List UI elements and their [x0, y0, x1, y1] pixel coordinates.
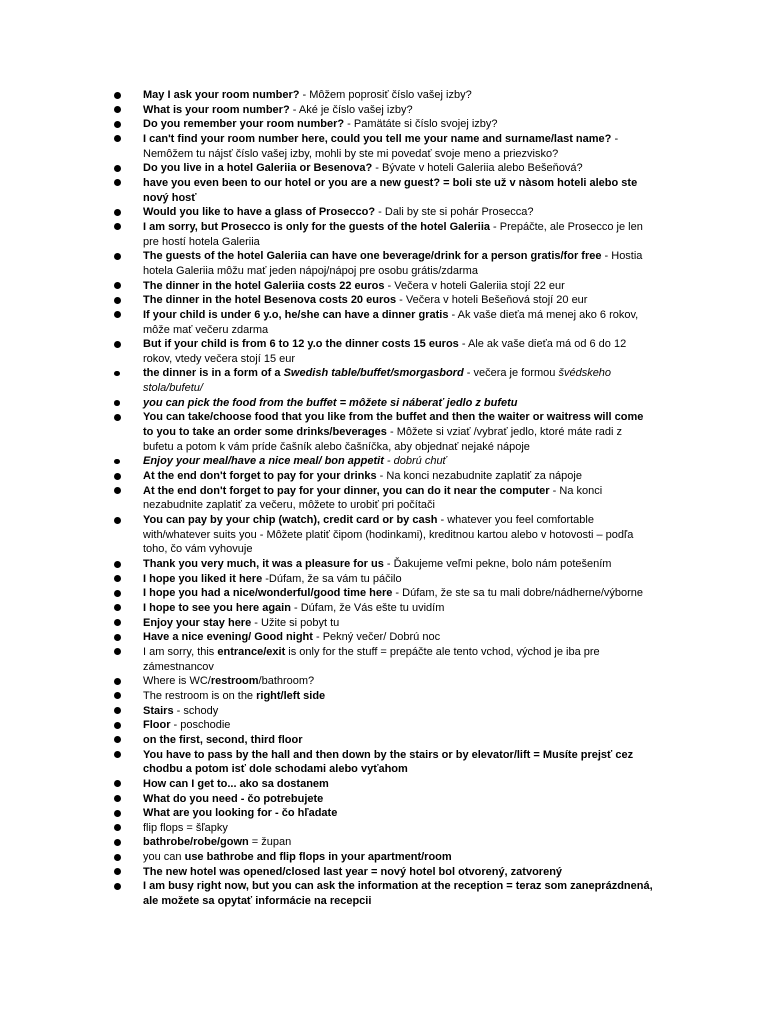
list-item — [114, 220, 654, 249]
phrase-text: May I ask your room number? — [143, 89, 300, 101]
bullet-icon — [114, 810, 121, 817]
phrase-text: entrance/exit — [217, 645, 286, 658]
phrase-text: is only for the stuff = prepáčte ale tento vchod, východ je iba pre zámestnancov — [143, 645, 600, 673]
phrase-text: - dobrú chuť — [383, 455, 447, 468]
list-item — [114, 161, 654, 176]
list-item — [114, 279, 654, 294]
phrase-text: restroom — [210, 675, 259, 688]
bullet-icon — [114, 736, 121, 743]
list-item — [114, 337, 654, 366]
bullet-icon — [114, 678, 121, 685]
bullet-icon — [114, 868, 121, 875]
phrase-text: You can pay by your chip (watch), credit card or by cash — [143, 514, 438, 527]
bullet-icon — [114, 473, 121, 480]
phrase-text: - Užite si pobyt tu — [251, 616, 340, 629]
bullet-icon — [114, 341, 121, 348]
list-item — [114, 616, 654, 631]
bullet-icon — [114, 648, 121, 655]
list-item — [114, 293, 654, 308]
phrase-text: But if your child is from 6 to 12 y.o the dinner costs 15 euros — [143, 338, 459, 351]
bullet-icon — [114, 561, 121, 568]
phrase-text: - večera je formou — [463, 367, 559, 380]
phrase-text: You have to pass by the hall and then down by the stairs or by elevator/lift = Musíte prejsť cez chodbu a potom isť dole schodami alebo vyťahom — [143, 748, 634, 776]
phrase-text: - Dúfam, že Vás ešte tu uvidím — [290, 601, 445, 614]
phrase-text: The new hotel was opened/closed last year = nový hotel bol otvorený, zatvorený — [143, 865, 563, 878]
list-item — [114, 645, 654, 674]
phrase-text: If your child is under 6 y.o, he/she can have a dinner gratis — [143, 308, 449, 321]
phrase-text: Where is WC/ — [143, 675, 211, 688]
phrase-text: Have a nice evening/ Good night — [143, 631, 313, 644]
phrase-text: I am busy right now, but you can ask the information at the reception = teraz som zaneprázdnená, ale možete sa opytať informácie na recepcii — [143, 880, 653, 908]
list-item — [114, 718, 654, 733]
phrase-text: Swedish table/buffet/smorgasbord — [283, 367, 464, 380]
phrase-text: Stairs — [143, 704, 174, 717]
phrase-text: švédskeho stola/bufetu/ — [143, 367, 612, 395]
list-item — [114, 205, 654, 220]
phrase-text: At the end don't forget to pay for your drinks — [143, 470, 377, 483]
list-item — [114, 865, 654, 880]
list-item — [114, 513, 654, 557]
list-item — [114, 572, 654, 587]
list-item — [114, 396, 654, 411]
bullet-icon — [114, 517, 121, 524]
list-item — [114, 88, 654, 103]
list-item — [114, 249, 654, 278]
phrase-text: - Ak vaše dieťa má menej ako 6 rokov, môže mať večeru zdarma — [143, 308, 639, 336]
phrase-text: Enjoy your meal/have a nice meal/ bon appetit — [143, 455, 384, 468]
list-item — [114, 454, 654, 469]
phrase-text: flip flops = šľapky — [143, 821, 228, 834]
phrase-text: I can't find your room number here, could you tell me your name and surname/last name? — [143, 132, 612, 145]
phrase-text: I am sorry, but Prosecco is only for the guests of the hotel Galeriia — [143, 220, 490, 233]
bullet-icon — [114, 590, 121, 597]
phrase-text: I am sorry, this — [143, 645, 218, 658]
phrase-text: The guests of the hotel Galeriia can have one beverage/drink for a person gratis/for free — [143, 250, 602, 263]
phrase-text: Do you remember your room number? — [143, 118, 345, 131]
phrase-text: bathrobe/robe/gown — [143, 836, 249, 849]
bullet-icon — [114, 92, 121, 99]
phrase-text: - Pamätáte si číslo svojej izby? — [344, 118, 498, 131]
phrase-text: use bathrobe and flip flops in your apartment/room — [184, 851, 452, 864]
phrase-text: Thank you very much, it was a pleasure for us — [143, 558, 384, 570]
list-item — [114, 777, 654, 792]
list-item — [114, 410, 654, 454]
phrase-text: - Na konci nezabudnite zaplatiť za nápoje — [376, 470, 582, 483]
phrase-text: = župan — [248, 836, 292, 849]
list-item — [114, 103, 654, 118]
list-item — [114, 176, 654, 205]
phrase-text: - Môžem poprosiť číslo vašej izby? — [299, 89, 472, 101]
phrase-text: - Bývate v hoteli Galeriia alebo Bešeňová? — [372, 162, 583, 175]
phrase-text: the dinner is in a form of a — [143, 367, 284, 380]
phrase-text: - whatever you feel comfortable with/whatever suits you - Môžete platiť čipom (hodinkami), kreditnou kartou alebo v hotovosti – podľa toho, čo vám vyhovuje — [143, 514, 634, 556]
bullet-icon — [114, 282, 121, 289]
list-item — [114, 484, 654, 513]
phrase-text: - Na konci nezabudnite zaplatiť za večeru, môžete to urobiť pri počítači — [143, 484, 603, 512]
phrase-text: What is your room number? — [143, 103, 290, 116]
phrase-text: - Dúfam, že ste sa tu mali dobre/nádherne/výborne — [392, 587, 644, 600]
bullet-icon — [114, 223, 121, 230]
phrase-text: Would you like to have a glass of Prosecco? — [143, 206, 376, 219]
list-item — [114, 689, 654, 704]
phrase-text: What do you need - čo potrebujete — [143, 792, 324, 805]
phrase-text: I hope you had a nice/wonderful/good time here — [143, 587, 393, 600]
bullet-icon — [114, 824, 121, 831]
list-item — [114, 806, 654, 821]
list-item — [114, 601, 654, 616]
bullet-icon — [114, 487, 121, 494]
phrase-text: Do you live in a hotel Galeriia or Besenova? — [143, 162, 373, 175]
bullet-icon — [114, 297, 121, 304]
bullet-icon — [114, 634, 121, 641]
list-item — [114, 117, 654, 132]
bullet-icon — [114, 371, 120, 377]
bullet-icon — [114, 619, 121, 626]
phrase-text: you can pick the food from the buffet = môžete si náberať jedlo z bufetu — [143, 396, 518, 409]
phrase-text: on the first, second, third floor — [143, 733, 303, 746]
bullet-icon — [114, 311, 121, 318]
bullet-icon — [114, 459, 120, 465]
phrase-text: - Prepáčte, ale Prosecco je len pre hostí hotela Galeriia — [143, 220, 643, 248]
phrase-text: I hope you liked it here — [143, 572, 263, 585]
list-item — [114, 557, 654, 572]
bullet-icon — [114, 121, 121, 128]
bullet-icon — [114, 414, 121, 421]
bullet-icon — [114, 165, 121, 172]
list-item — [114, 850, 654, 865]
bullet-icon — [114, 400, 120, 406]
list-item — [114, 792, 654, 807]
phrase-text: Floor — [143, 719, 171, 732]
phrase-text: At the end don't forget to pay for your dinner, you can do it near the computer — [143, 484, 550, 497]
list-item — [114, 704, 654, 719]
list-item — [114, 748, 654, 777]
phrase-text: The dinner in the hotel Galeriia costs 22 euros — [143, 279, 385, 292]
bullet-icon — [114, 575, 121, 582]
phrase-text: - Ďakujeme veľmi pekne, bolo nám potešením — [383, 558, 612, 570]
phrase-text: -Dúfam, že sa vám tu páčilo — [262, 572, 402, 585]
bullet-icon — [114, 780, 121, 787]
phrase-text: - schody — [173, 704, 219, 717]
bullet-icon — [114, 883, 121, 890]
list-item — [114, 733, 654, 748]
list-item — [114, 469, 654, 484]
bullet-icon — [114, 722, 121, 729]
bullet-icon — [114, 135, 121, 142]
phrase-text: right/left side — [256, 689, 326, 702]
bullet-icon — [114, 692, 121, 699]
bullet-icon — [114, 751, 121, 758]
bullet-icon — [114, 106, 121, 113]
phrase-text: The restroom is on the — [143, 689, 257, 702]
phrase-text: - Hostia hotela Galeriia môžu mať jeden nápoj/nápoj pre osobu grátis/zdarma — [143, 250, 643, 277]
phrase-text: /bathroom? — [258, 675, 315, 688]
phrase-text: - poschodie — [170, 719, 231, 732]
bullet-icon — [114, 854, 121, 861]
phrase-text: What are you looking for - čo hľadate — [143, 807, 338, 820]
phrase-text: - Večera v hoteli Bešeňová stojí 20 eur — [396, 294, 588, 307]
bullet-icon — [114, 707, 121, 714]
bullet-icon — [114, 209, 121, 216]
list-item — [114, 674, 654, 689]
list-item — [114, 821, 654, 836]
list-item — [114, 835, 654, 850]
phrase-text: - Ale ak vaše dieťa má od 6 do 12 rokov, vtedy večera stojí 15 eur — [143, 338, 627, 365]
phrase-text: you can — [143, 851, 185, 864]
phrase-text: - Môžete si vziať /vybrať jedlo, ktoré máte radi z bufetu a potom k vám príde čašník alebo čašníčka, aby objednať nejaké nápoje — [143, 426, 622, 453]
phrase-text: How can I get to... ako sa dostanem — [143, 777, 329, 790]
phrase-list — [114, 88, 654, 909]
bullet-icon — [114, 253, 121, 260]
list-item — [114, 879, 654, 908]
list-item — [114, 308, 654, 337]
phrase-text: I hope to see you here again — [143, 601, 291, 614]
phrase-text: have you even been to our hotel or you are a new guest? = boli ste už v nàsom hoteli alebo ste nový hosť — [143, 176, 638, 204]
phrase-text: You can take/choose food that you like from the buffet and then the waiter or waitress will come to you to take an order some drinks/beverages — [143, 411, 644, 439]
list-item — [114, 132, 654, 161]
bullet-icon — [114, 604, 121, 611]
phrase-text: - Dali by ste si pohár Prosecca? — [375, 206, 534, 219]
phrase-text: - Nemôžem tu nájsť číslo vašej izby, mohli by ste mi povedať svoje meno a priezvisko? — [143, 132, 619, 160]
bullet-icon — [114, 839, 121, 846]
bullet-icon — [114, 795, 121, 802]
phrase-text: Enjoy your stay here — [143, 616, 252, 629]
list-item — [114, 586, 654, 601]
phrase-text: - Pekný večer/ Dobrú noc — [312, 631, 441, 644]
phrase-text: - Aké je číslo vašej izby? — [289, 103, 413, 116]
bullet-icon — [114, 179, 121, 186]
list-item — [114, 366, 654, 395]
list-item — [114, 630, 654, 645]
phrase-text: - Večera v hoteli Galeriia stojí 22 eur — [384, 279, 565, 292]
phrase-text: The dinner in the hotel Besenova costs 20 euros — [143, 294, 397, 307]
